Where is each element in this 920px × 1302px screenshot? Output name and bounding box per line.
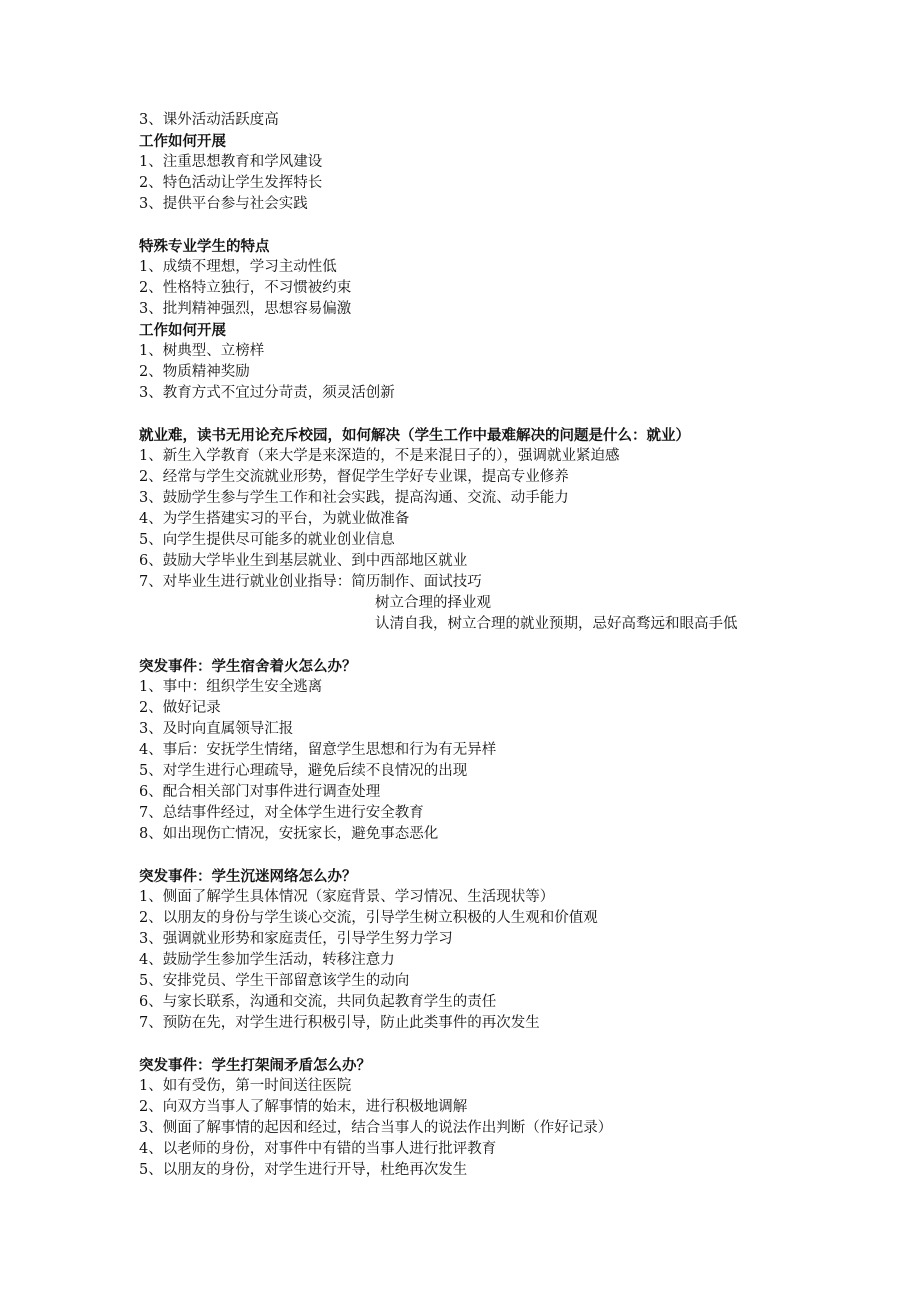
list-item: 7、总结事件经过，对全体学生进行安全教育 <box>139 805 424 821</box>
document-page <box>139 110 899 1181</box>
list-item: 5、以朋友的身份，对学生进行开导，杜绝再次发生 <box>139 1162 468 1178</box>
list-item: 5、对学生进行心理疏导，避免后续不良情况的出现 <box>139 763 468 779</box>
section-work-methods-1 <box>139 131 899 215</box>
list-item: 5、向学生提供尽可能多的就业创业信息 <box>139 532 395 548</box>
list-sub-item: 树立合理的择业观 <box>375 595 491 611</box>
list-item: 1、侧面了解学生具体情况（家庭背景、学习情况、生活现状等） <box>139 889 555 905</box>
spacer <box>139 1034 899 1055</box>
list-sub-item: 认清自我，树立合理的就业预期，忌好高骛远和眼高手低 <box>375 616 738 632</box>
list-item: 1、事中：组织学生安全逃离 <box>139 679 323 695</box>
list-item: 4、为学生搭建实习的平台，为就业做准备 <box>139 511 410 527</box>
list-item: 2、性格特立独行，不习惯被约束 <box>139 280 352 296</box>
list-item: 2、特色活动让学生发挥特长 <box>139 175 323 191</box>
list-item: 7、预防在先，对学生进行积极引导，防止此类事件的再次发生 <box>139 1015 540 1031</box>
section-heading: 特殊专业学生的特点 <box>139 238 270 255</box>
list-item: 6、配合相关部门对事件进行调查处理 <box>139 784 381 800</box>
list-item: 2、向双方当事人了解事情的始末，进行积极地调解 <box>139 1099 468 1115</box>
section-heading: 突发事件：学生沉迷网络怎么办？ <box>139 868 357 885</box>
list-item: 1、注重思想教育和学风建设 <box>139 154 323 170</box>
list-item: 1、树典型、立榜样 <box>139 343 265 359</box>
list-item: 3、课外活动活跃度高 <box>139 112 279 128</box>
list-item: 2、物质精神奖励 <box>139 364 250 380</box>
list-item: 1、如有受伤，第一时间送往医院 <box>139 1078 352 1094</box>
section-work-methods-2 <box>139 320 899 404</box>
list-item: 2、以朋友的身份与学生谈心交流，引导学生树立积极的人生观和价值观 <box>139 910 598 926</box>
spacer <box>139 635 899 656</box>
list-item: 5、安排党员、学生干部留意该学生的动向 <box>139 973 410 989</box>
section-heading: 工作如何开展 <box>139 133 226 150</box>
list-item: 2、经常与学生交流就业形势，督促学生学好专业课，提高专业修养 <box>139 469 569 485</box>
list-item: 3、鼓励学生参与学生工作和社会实践，提高沟通、交流、动手能力 <box>139 490 569 506</box>
list-item: 3、批判精神强烈，思想容易偏激 <box>139 301 352 317</box>
section-special-students <box>139 236 899 320</box>
list-item: 6、与家长联系，沟通和交流，共同负起教育学生的责任 <box>139 994 497 1010</box>
list-item: 7、对毕业生进行就业创业指导：简历制作、面试技巧 <box>139 574 482 590</box>
list-item: 4、以老师的身份，对事件中有错的当事人进行批评教育 <box>139 1141 497 1157</box>
section-heading: 就业难，读书无用论充斥校园，如何解决（学生工作中最难解决的问题是什么：就业） <box>139 427 690 444</box>
section-heading: 突发事件：学生宿舍着火怎么办？ <box>139 658 357 675</box>
list-item: 3、侧面了解事情的起因和经过，结合当事人的说法作出判断（作好记录） <box>139 1120 613 1136</box>
spacer <box>139 215 899 236</box>
section-continuation <box>139 110 899 131</box>
list-item: 4、事后：安抚学生情绪，留意学生思想和行为有无异样 <box>139 742 497 758</box>
spacer <box>139 845 899 866</box>
list-item: 3、教育方式不宜过分苛责，须灵活创新 <box>139 385 395 401</box>
list-item: 8、如出现伤亡情况，安抚家长，避免事态恶化 <box>139 826 439 842</box>
spacer <box>139 404 899 425</box>
section-employment <box>139 425 899 635</box>
section-dorm-fire <box>139 656 899 845</box>
list-item: 6、鼓励大学毕业生到基层就业、到中西部地区就业 <box>139 553 468 569</box>
list-item: 3、强调就业形势和家庭责任，引导学生努力学习 <box>139 931 453 947</box>
list-item: 4、鼓励学生参加学生活动，转移注意力 <box>139 952 395 968</box>
list-item: 3、及时向直属领导汇报 <box>139 721 294 737</box>
list-item: 1、新生入学教育（来大学是来深造的，不是来混日子的），强调就业紧迫感 <box>139 448 620 464</box>
section-internet-addiction <box>139 866 899 1034</box>
list-item: 2、做好记录 <box>139 700 221 716</box>
section-heading: 工作如何开展 <box>139 322 226 339</box>
section-fighting <box>139 1055 899 1181</box>
list-item: 3、提供平台参与社会实践 <box>139 196 308 212</box>
list-item: 1、成绩不理想，学习主动性低 <box>139 259 337 275</box>
section-heading: 突发事件：学生打架闹矛盾怎么办？ <box>139 1057 371 1074</box>
